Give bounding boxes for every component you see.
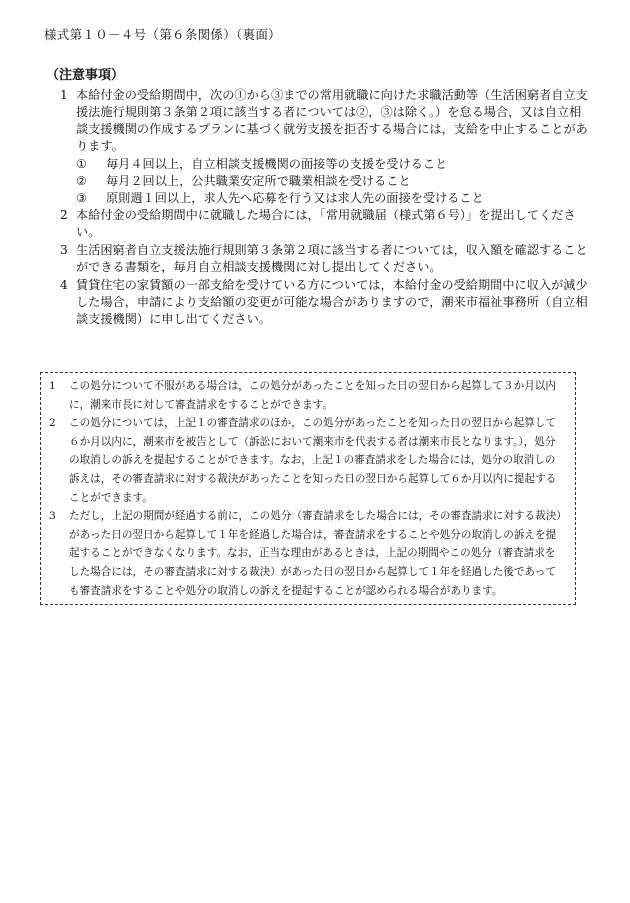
appeal-text: この処分については，上記１の審査請求のほか，この処分があったことを知った日の翌日から起算して６か月以内に，潮来市を被告として（訴訟において潮来市を代表する者は潮来市長となります。），処分の取消しの訴えを提起することができます。なお，上記１の審査請求をした場合には，処分の取消しの訴えは，その審査請求に対する裁決があったことを知った日の翌日から起算して６か月以内に提起することができます。 — [69, 417, 557, 504]
subitem-text: 毎月２回以上，公共職業安定所で職業相談を受けること — [106, 174, 411, 188]
note-text: 賃貸住宅の家賃額の一部支給を受けている方については，本給付金の受給期間中に収入が減少した場合，申請により支給額の変更が可能な場合がありますので，潮来市福祉事務所（自立相談支援機関）に申し出てください。 — [76, 278, 588, 326]
appeal-number: 3 — [49, 510, 56, 523]
note-item-2 — [46, 207, 590, 241]
appeal-item-3 — [49, 507, 565, 600]
note-number: 2 — [60, 208, 68, 222]
subitem-mark: ① — [76, 157, 87, 171]
note-number: 1 — [60, 88, 68, 102]
subitem-mark: ③ — [76, 191, 87, 205]
appeal-item-1 — [49, 377, 565, 414]
note-subitem-2 — [46, 173, 590, 190]
note-number: 4 — [60, 278, 68, 292]
note-item-4 — [46, 277, 590, 328]
subitem-mark: ② — [76, 174, 87, 188]
form-number-label: 様式第１０－４号（第６条関係）（裏面） — [44, 27, 281, 42]
appeal-text: この処分について不服がある場合は，この処分があったことを知った日の翌日から起算して３か月以内に，潮来市長に対して審査請求をすることができます。 — [69, 380, 556, 411]
note-number: 3 — [60, 243, 68, 257]
note-text: 生活困窮者自立支援法施行規則第３条第２項に該当する者については，収入額を確認することができる書類を，毎月自立相談支援機関に対し提出してください。 — [76, 243, 588, 274]
appeal-text: ただし，上記の期間が経過する前に，この処分（審査請求をした場合には，その審査請求に対する裁決）があった日の翌日から起算して１年を経過した場合は，審査請求をすることや処分の取消しの訴えを提起することができなくなります。なお，正当な理由があるときは，上記の期間やこの処分（審査請求をした場合には，その審査請求に対する裁決）があった日の翌日から起算して１年を経過した後であっても審査請求をすることや処分の取消しの訴えを提起することが認められる場合があります。 — [69, 510, 562, 597]
appeal-notice-box — [40, 372, 576, 605]
note-item-1 — [46, 87, 590, 155]
appeal-number: 2 — [49, 417, 56, 430]
note-text: 本給付金の受給期間中に就職した場合には，「常用就職届（様式第６号）」を提出してください。 — [76, 208, 576, 239]
subitem-text: 毎月４回以上，自立相談支援機関の面接等の支援を受けること — [106, 157, 448, 171]
notes-heading: （注意事項） — [46, 68, 125, 83]
subitem-text: 原則週１回以上，求人先へ応募を行う又は求人先の面接を受けること — [106, 191, 484, 205]
note-text: 本給付金の受給期間中，次の①から③までの常用就職に向けた求職活動等（生活困窮者自立支援法施行規則第３条第２項に該当する者については②，③は除く。）を怠る場合，又は自立相談支援機関の作成するプランに基づく就労支援を拒否する場合には，支給を中止することがあります。 — [76, 88, 588, 153]
note-subitem-1 — [46, 156, 590, 173]
appeal-item-2 — [49, 414, 565, 507]
notes-section — [46, 66, 590, 329]
appeal-number: 1 — [49, 380, 56, 392]
note-subitem-3 — [46, 190, 590, 207]
note-item-3 — [46, 242, 590, 276]
